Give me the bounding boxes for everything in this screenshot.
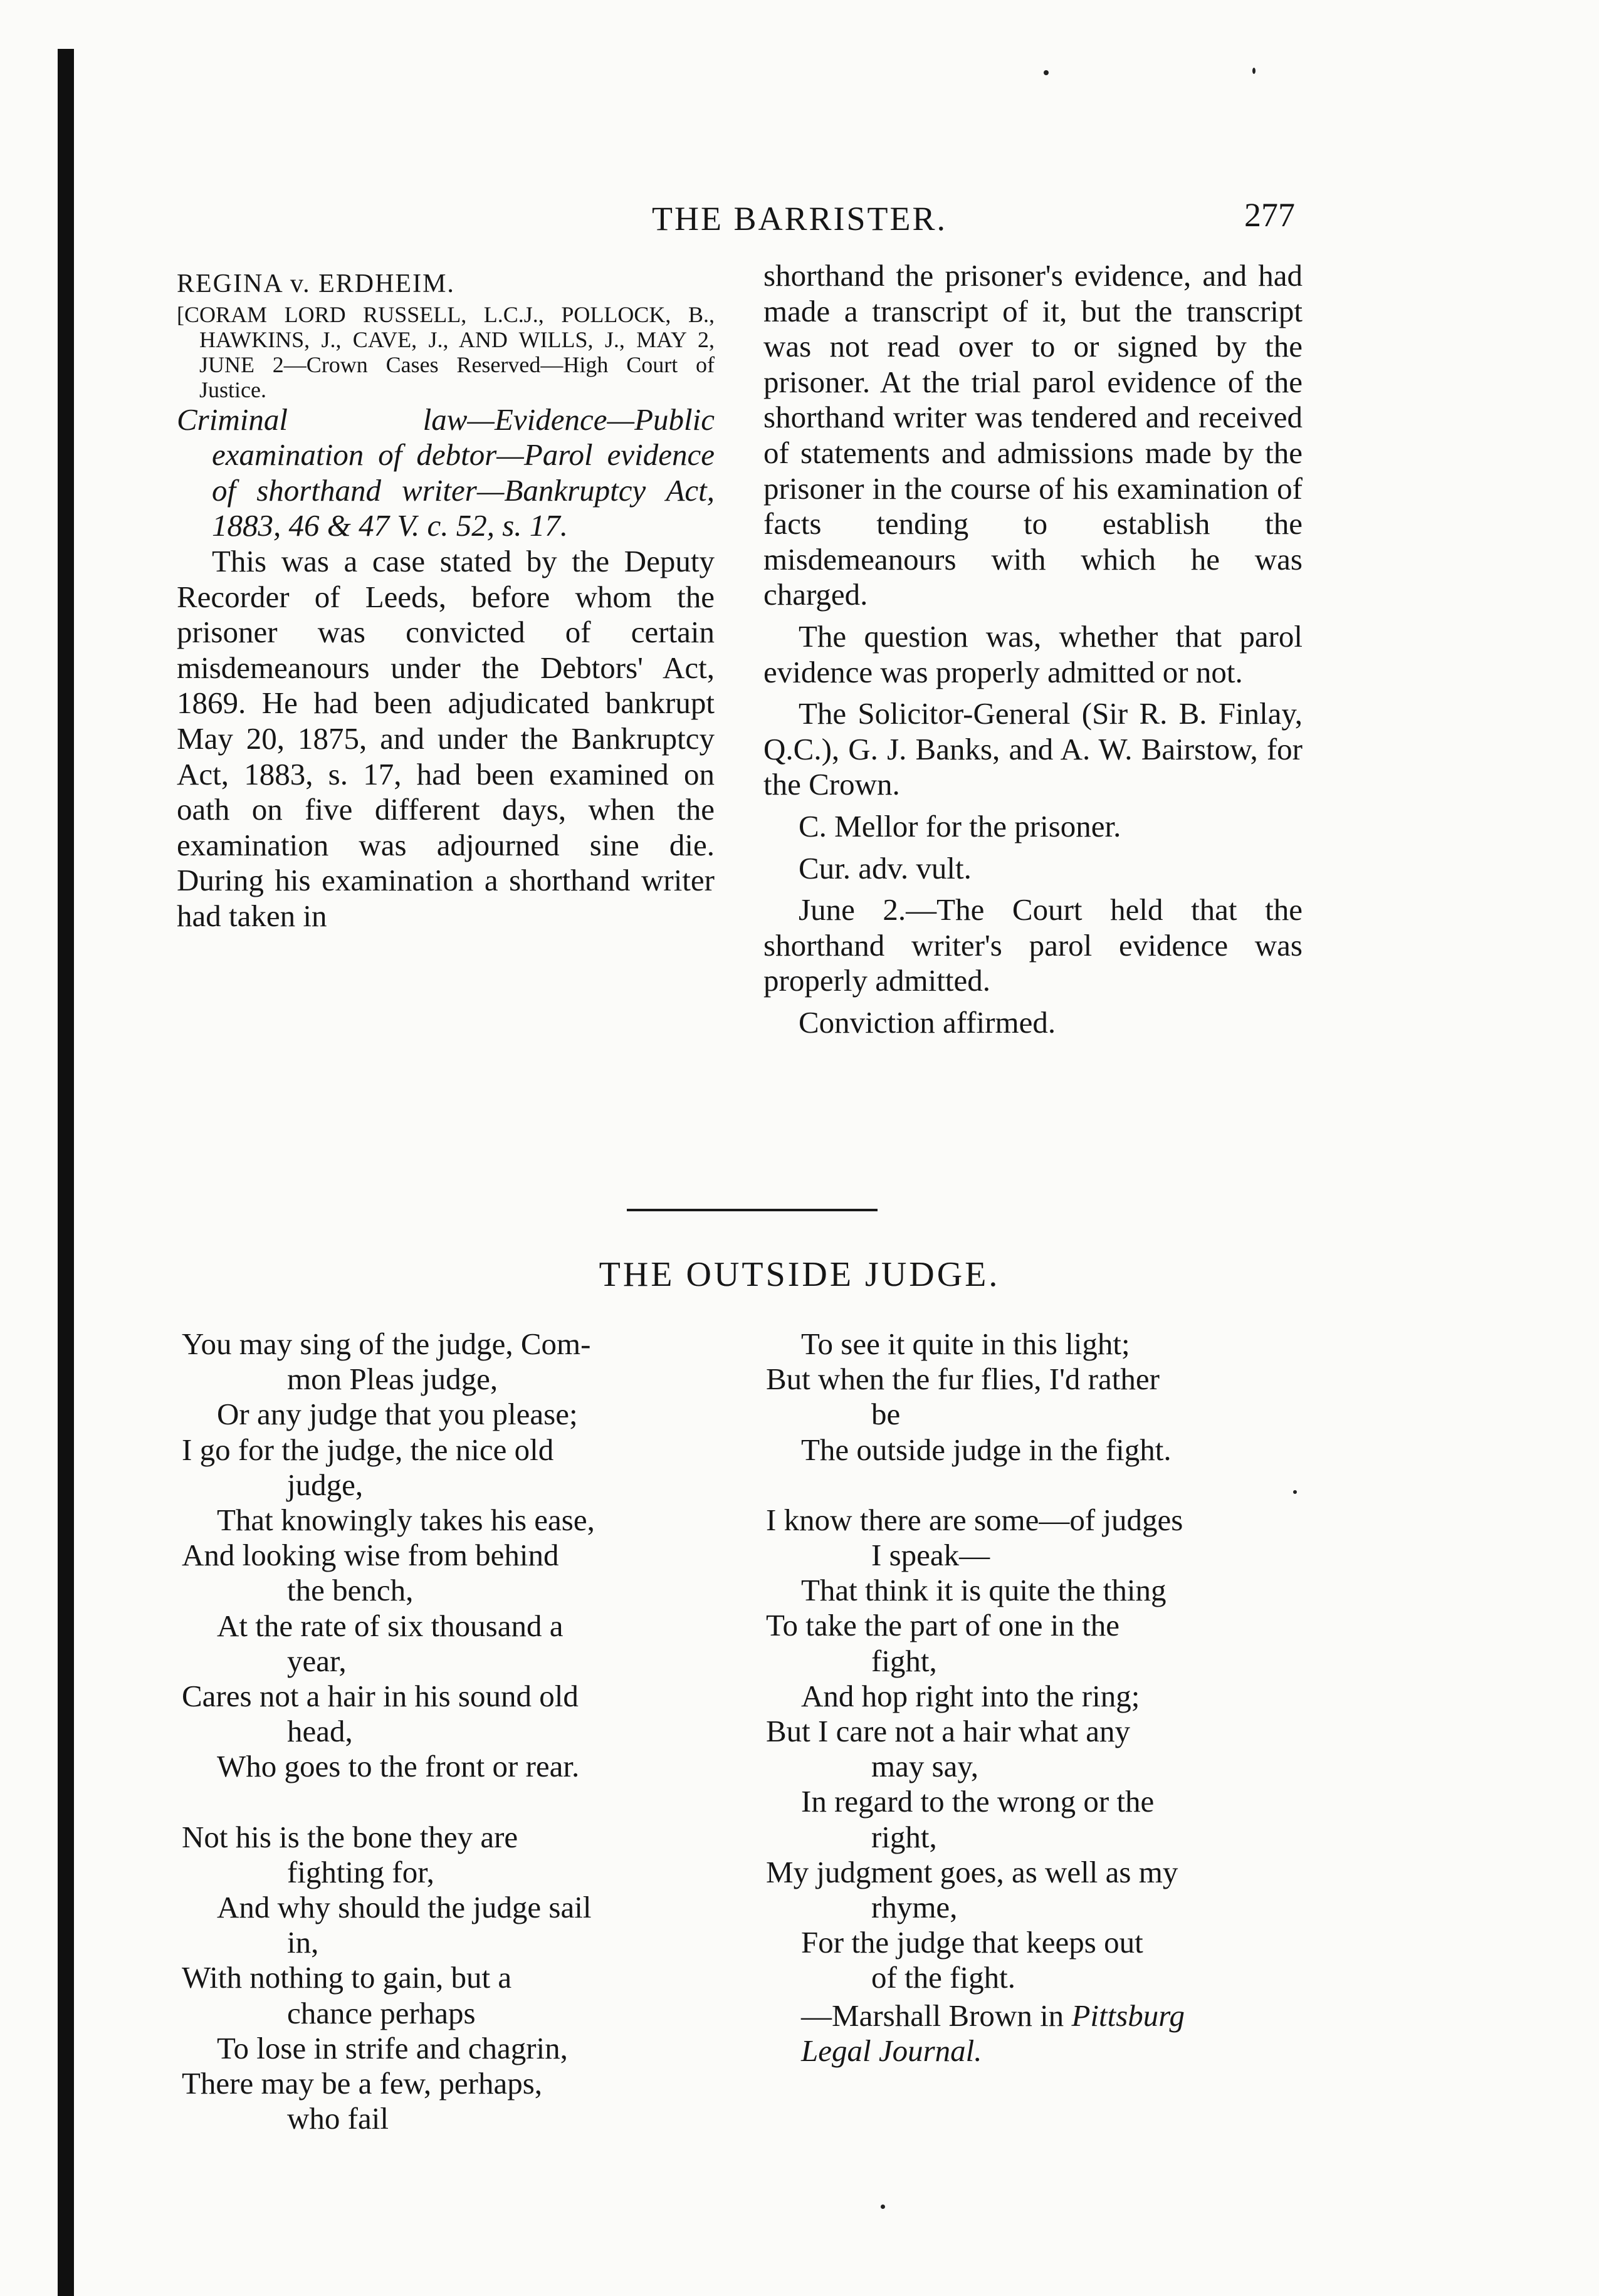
poem-line: who fail xyxy=(287,2101,389,2136)
poem-line: That knowingly takes his ease, xyxy=(217,1503,595,1538)
poem-attribution xyxy=(766,1998,1318,2033)
poem-line: in, xyxy=(287,1925,319,1960)
poem-line: I go for the judge, the nice old xyxy=(182,1432,554,1467)
page-number: 277 xyxy=(1244,196,1295,234)
headnote: Criminal law—Evidence—Public examination of debtor—Parol evidence of shorthand writer—Bankruptcy Act, 1883, 46 & 47 V. c. 52, s. 17. xyxy=(177,402,715,543)
poem-line: But when the fur flies, I'd rather xyxy=(766,1362,1160,1397)
poem-line: At the rate of six thousand a xyxy=(217,1608,564,1643)
poem-line: rhyme, xyxy=(871,1890,958,1925)
poem-left-column xyxy=(182,1327,727,2136)
case-judgment: June 2.—The Court held that the shorthand writer's parol evidence was properly admitted. xyxy=(763,892,1303,998)
poem-line: You may sing of the judge, Com- xyxy=(182,1327,591,1361)
case-body-left: This was a case stated by the Deputy Recorder of Leeds, before whom the prisoner was convicted of certain misdemeanours under the Debtors' Act, 1869. He had been adjudicated bankrupt May 20, 1875, and under the Bankruptcy Act, 1883, s. 17, had been examined on oath on five different days, when the examination was adjourned sine die. During his examination a shorthand writer had taken in xyxy=(177,543,715,933)
poem-line: To lose in strife and chagrin, xyxy=(217,2030,568,2065)
poem-line: be xyxy=(871,1397,901,1432)
case-body-paragraph: The question was, whether that parol evidence was properly admitted or not. xyxy=(763,618,1303,689)
section-divider xyxy=(627,1209,878,1211)
poem-line: To take the part of one in the xyxy=(766,1608,1119,1643)
poem-line: Cares not a hair in his sound old xyxy=(182,1679,579,1714)
poem-line: of the fight. xyxy=(871,1960,1015,1995)
poem-line: the bench, xyxy=(287,1573,414,1608)
case-counsel: C. Mellor for the prisoner. xyxy=(799,808,1121,843)
attribution-source: Legal Journal. xyxy=(801,2033,982,2068)
case-counsel: The Solicitor-General (Sir R. B. Finlay, Q.C.), G. J. Banks, and A. W. Bairstow, for the Crown. xyxy=(763,696,1303,802)
poem-line: That think it is quite the thing xyxy=(801,1573,1166,1608)
poem-line: For the judge that keeps out xyxy=(801,1925,1143,1960)
poem-line: The outside judge in the fight. xyxy=(801,1432,1172,1467)
poem-line: mon Pleas judge, xyxy=(287,1362,498,1397)
poem-attribution-line2 xyxy=(766,2033,1318,2069)
poem-line: My judgment goes, as well as my xyxy=(766,1854,1178,1889)
case-body-paragraph: shorthand the prisoner's evidence, and had made a transcript of it, but the transcript was not read over to or signed by the prisoner. At the trial parol evidence of the shorthand writer was tendered and received of statements and admissions made by the prisoner in the course of his examination of facts tending to establish the misdemeanours with which he was charged. xyxy=(763,258,1303,612)
scan-speck xyxy=(1044,70,1049,75)
poem-line: I speak— xyxy=(871,1538,990,1573)
poem-line: fighting for, xyxy=(287,1854,434,1889)
poem-line: chance perhaps xyxy=(287,1995,476,2030)
attribution-author: —Marshall Brown in xyxy=(801,1998,1072,2033)
poem-line: head, xyxy=(287,1714,353,1749)
poem-line: Or any judge that you please; xyxy=(217,1397,578,1432)
poem-line: may say, xyxy=(871,1749,978,1784)
poem-line: But I care not a hair what any xyxy=(766,1714,1130,1749)
case-note: Cur. adv. vult. xyxy=(799,850,972,885)
poem-line: right, xyxy=(871,1819,937,1854)
scan-speck xyxy=(881,2205,885,2209)
poem-line: fight, xyxy=(871,1643,937,1678)
poem-line: Not his is the bone they are xyxy=(182,1819,518,1854)
running-header: THE BARRISTER. xyxy=(651,200,948,237)
poem-line: There may be a few, perhaps, xyxy=(182,2066,543,2101)
scan-speck xyxy=(1252,68,1256,74)
poem-line: In regard to the wrong or the xyxy=(801,1784,1155,1819)
poem-line: And hop right into the ring; xyxy=(801,1678,1140,1713)
case-left-column xyxy=(177,266,715,934)
coram-note: [CORAM LORD RUSSELL, L.C.J., POLLOCK, B., HAWKINS, J., CAVE, J., AND WILLS, J., MAY 2, JUNE 2—Crown Cases Reserved—High Court of Justice. xyxy=(177,301,715,402)
poem-line: judge, xyxy=(287,1467,364,1502)
poem-right-column xyxy=(766,1327,1318,2069)
poem-line: year, xyxy=(287,1643,347,1678)
poem-line: Who goes to the front or rear. xyxy=(217,1749,580,1784)
poem-line: With nothing to gain, but a xyxy=(182,1960,512,1995)
poem-line: I know there are some—of judges xyxy=(766,1502,1183,1537)
scan-edge-bar xyxy=(58,49,74,2296)
case-title: REGINA v. ERDHEIM. xyxy=(177,269,455,298)
stanza-break xyxy=(182,1785,727,1820)
case-right-column xyxy=(763,258,1303,1046)
attribution-source: Pittsburg xyxy=(1071,1998,1185,2033)
case-result: Conviction affirmed. xyxy=(799,1004,1056,1040)
poem-line: And looking wise from behind xyxy=(182,1538,559,1573)
stanza-break xyxy=(766,1468,1318,1503)
poem-line: To see it quite in this light; xyxy=(801,1327,1130,1361)
poem-title: THE OUTSIDE JUDGE. xyxy=(599,1255,1000,1294)
poem-line: And why should the judge sail xyxy=(217,1890,592,1925)
